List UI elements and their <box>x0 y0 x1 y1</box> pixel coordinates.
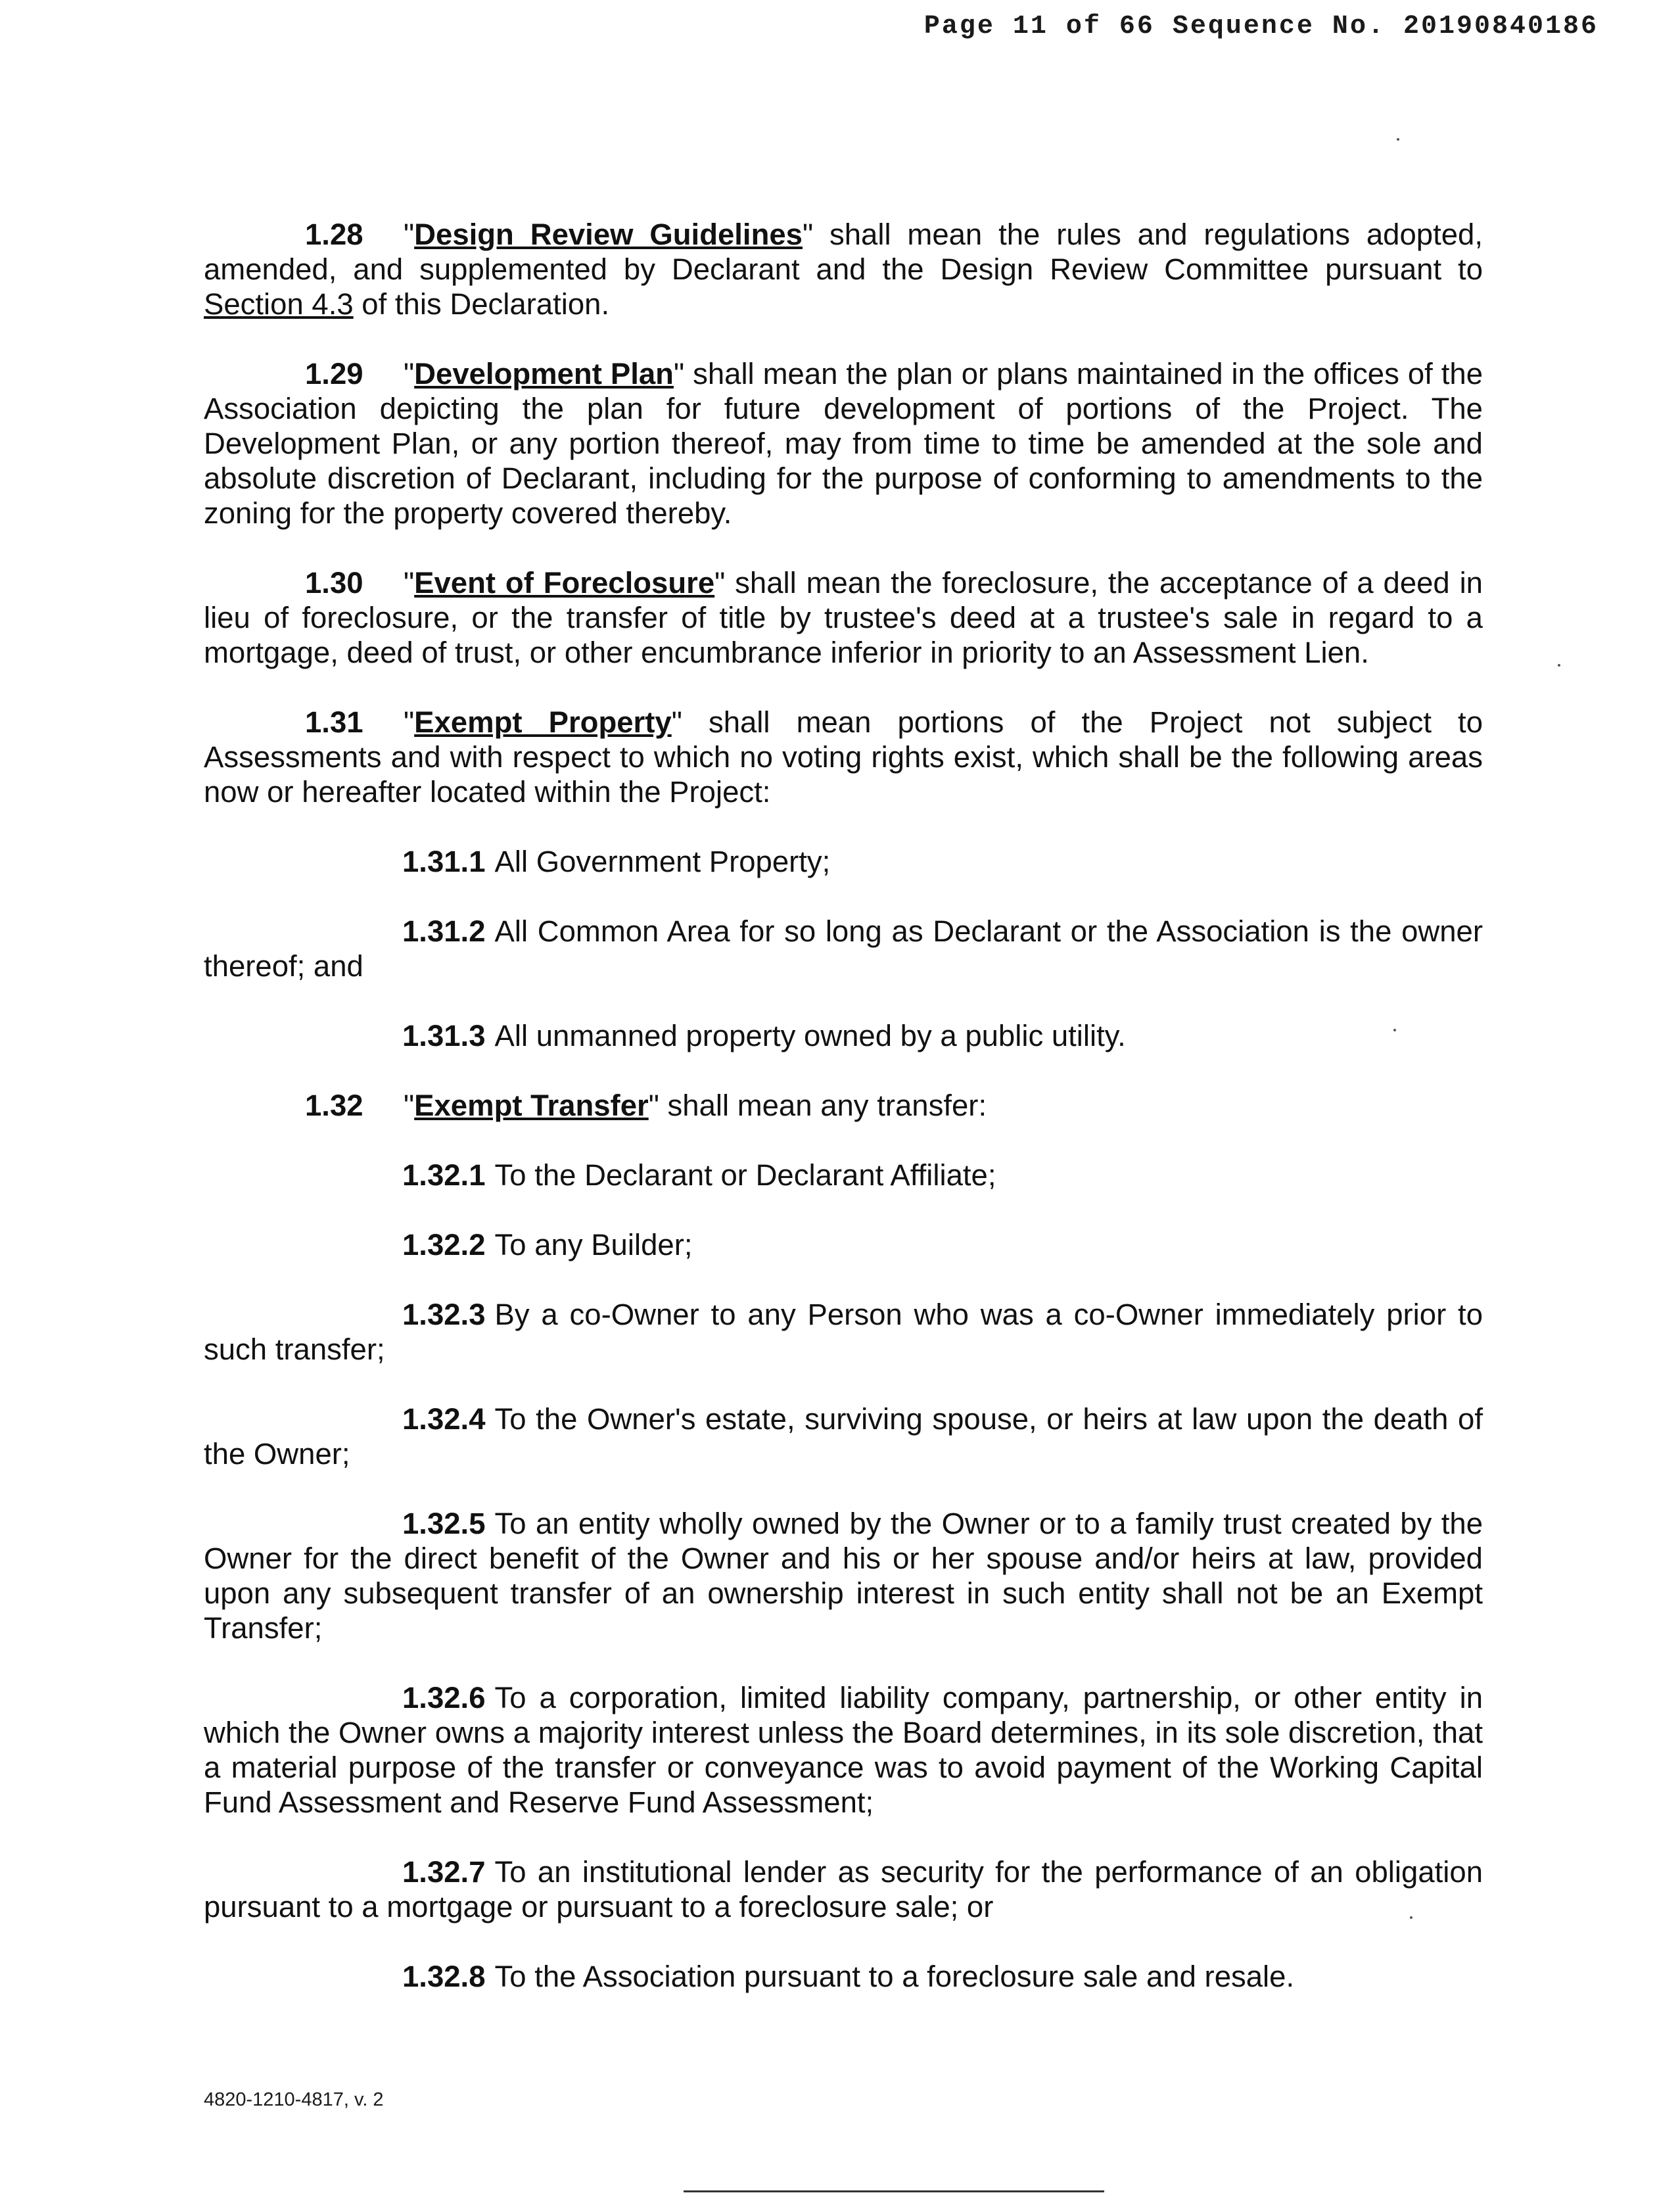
subsection-text: All unmanned property owned by a public utility. <box>494 1019 1126 1052</box>
subsection-text: To an entity wholly owned by the Owner or to a family trust created by the Owner for the direct benefit of the Owner and his or her spouse and/or heirs at law, provided upon any subsequent transfer of an ownership interest in such entity shall not be an Exempt Transfer; <box>204 1507 1483 1645</box>
defined-term: Event of Foreclosure <box>414 566 715 600</box>
section-1-31 <box>204 705 1483 809</box>
subsection-1-32-6 <box>204 1680 1483 1820</box>
open-quote: " <box>404 218 415 251</box>
section-number: 1.29 <box>305 357 363 390</box>
section-text: " shall mean any transfer: <box>648 1089 987 1122</box>
scan-speck <box>1397 138 1399 141</box>
subsection-1-32-3 <box>204 1297 1483 1367</box>
open-quote: " <box>404 1089 415 1122</box>
subsection-text: All Common Area for so long as Declarant or the Association is the owner thereof; and <box>204 914 1483 983</box>
subsection-1-32-4 <box>204 1402 1483 1471</box>
defined-term: Exempt Transfer <box>414 1089 649 1122</box>
section-number: 1.28 <box>305 218 363 251</box>
section-1-32 <box>204 1088 1483 1123</box>
page-header: Page 11 of 66 Sequence No. 20190840186 <box>923 12 1598 41</box>
defined-term: Development Plan <box>414 357 674 390</box>
subsection-text: To the Owner's estate, surviving spouse, or heirs at law upon the death of the Owner; <box>204 1402 1483 1471</box>
scan-speck <box>1393 1029 1396 1031</box>
open-quote: " <box>404 566 415 600</box>
section-1-29 <box>204 356 1483 531</box>
section-number: 1.31 <box>305 705 363 739</box>
subsection-text: To the Declarant or Declarant Affiliate; <box>494 1158 996 1192</box>
subsection-number: 1.32.7 <box>402 1855 486 1889</box>
subsection-1-32-5 <box>204 1506 1483 1645</box>
section-text: " shall mean the rules and regulations adopted, amended, and supplemented by Declarant and the Design Review Committee pursuant to <box>204 218 1483 286</box>
subsection-text: All Government Property; <box>494 845 831 878</box>
footer-doc-id: 4820-1210-4817, v. 2 <box>204 2089 384 2110</box>
subsection-1-31-3 <box>204 1018 1483 1053</box>
subsection-number: 1.32.4 <box>402 1402 486 1436</box>
scan-edge-line <box>684 2190 1104 2192</box>
scan-speck <box>1558 664 1560 667</box>
section-text-end: of this Declaration. <box>353 287 610 321</box>
subsection-1-31-2 <box>204 914 1483 983</box>
subsection-number: 1.31.1 <box>402 845 486 878</box>
defined-term: Design Review Guidelines <box>414 218 803 251</box>
open-quote: " <box>404 357 415 390</box>
defined-term: Exempt Property <box>414 705 672 739</box>
subsection-number: 1.32.6 <box>402 1681 486 1714</box>
subsection-1-32-8 <box>204 1959 1483 1994</box>
subsection-number: 1.31.3 <box>402 1019 486 1052</box>
section-number: 1.32 <box>305 1089 363 1122</box>
subsection-1-32-2 <box>204 1227 1483 1262</box>
section-reference-link: Section 4.3 <box>204 287 354 321</box>
subsection-number: 1.32.1 <box>402 1158 486 1192</box>
document-body <box>204 217 1483 2029</box>
section-text: " shall mean the foreclosure, the acceptance of a deed in lieu of foreclosure, or the transfer of title by trustee's deed at a trustee's sale in regard to a mortgage, deed of trust, or other encumbrance inferior in priority to an Assessment Lien. <box>204 566 1483 669</box>
section-number: 1.30 <box>305 566 363 600</box>
subsection-number: 1.32.5 <box>402 1507 486 1540</box>
subsection-1-32-7 <box>204 1854 1483 1924</box>
section-1-28 <box>204 217 1483 321</box>
subsection-text: To any Builder; <box>494 1228 693 1262</box>
open-quote: " <box>404 705 415 739</box>
subsection-number: 1.32.8 <box>402 1960 486 1993</box>
scan-speck <box>1410 1916 1412 1919</box>
subsection-1-31-1 <box>204 844 1483 879</box>
subsection-1-32-1 <box>204 1158 1483 1192</box>
section-text: " shall mean portions of the Project not subject to Assessments and with respect to which no voting rights exist, which shall be the following areas now or hereafter located within the Project: <box>204 705 1483 809</box>
subsection-number: 1.32.3 <box>402 1298 486 1331</box>
subsection-text: To an institutional lender as security for the performance of an obligation pursuant to a mortgage or pursuant to a foreclosure sale; or <box>204 1855 1483 1924</box>
section-text: " shall mean the plan or plans maintained in the offices of the Association depicting the plan for future development of portions of the Project. The Development Plan, or any portion thereof, may from time to time be amended at the sole and absolute discretion of Declarant, including for the purpose of conforming to amendments to the zoning for the property covered thereby. <box>204 357 1483 530</box>
subsection-text: To a corporation, limited liability company, partnership, or other entity in which the Owner owns a majority interest unless the Board determines, in its sole discretion, that a material purpose of the transfer or conveyance was to avoid payment of the Working Capital Fund Assessment and Reserve Fund Assessment; <box>204 1681 1483 1819</box>
subsection-number: 1.31.2 <box>402 914 486 948</box>
subsection-text: By a co-Owner to any Person who was a co-Owner immediately prior to such transfer; <box>204 1298 1483 1366</box>
subsection-number: 1.32.2 <box>402 1228 486 1262</box>
section-1-30 <box>204 565 1483 670</box>
subsection-text: To the Association pursuant to a foreclosure sale and resale. <box>494 1960 1295 1993</box>
